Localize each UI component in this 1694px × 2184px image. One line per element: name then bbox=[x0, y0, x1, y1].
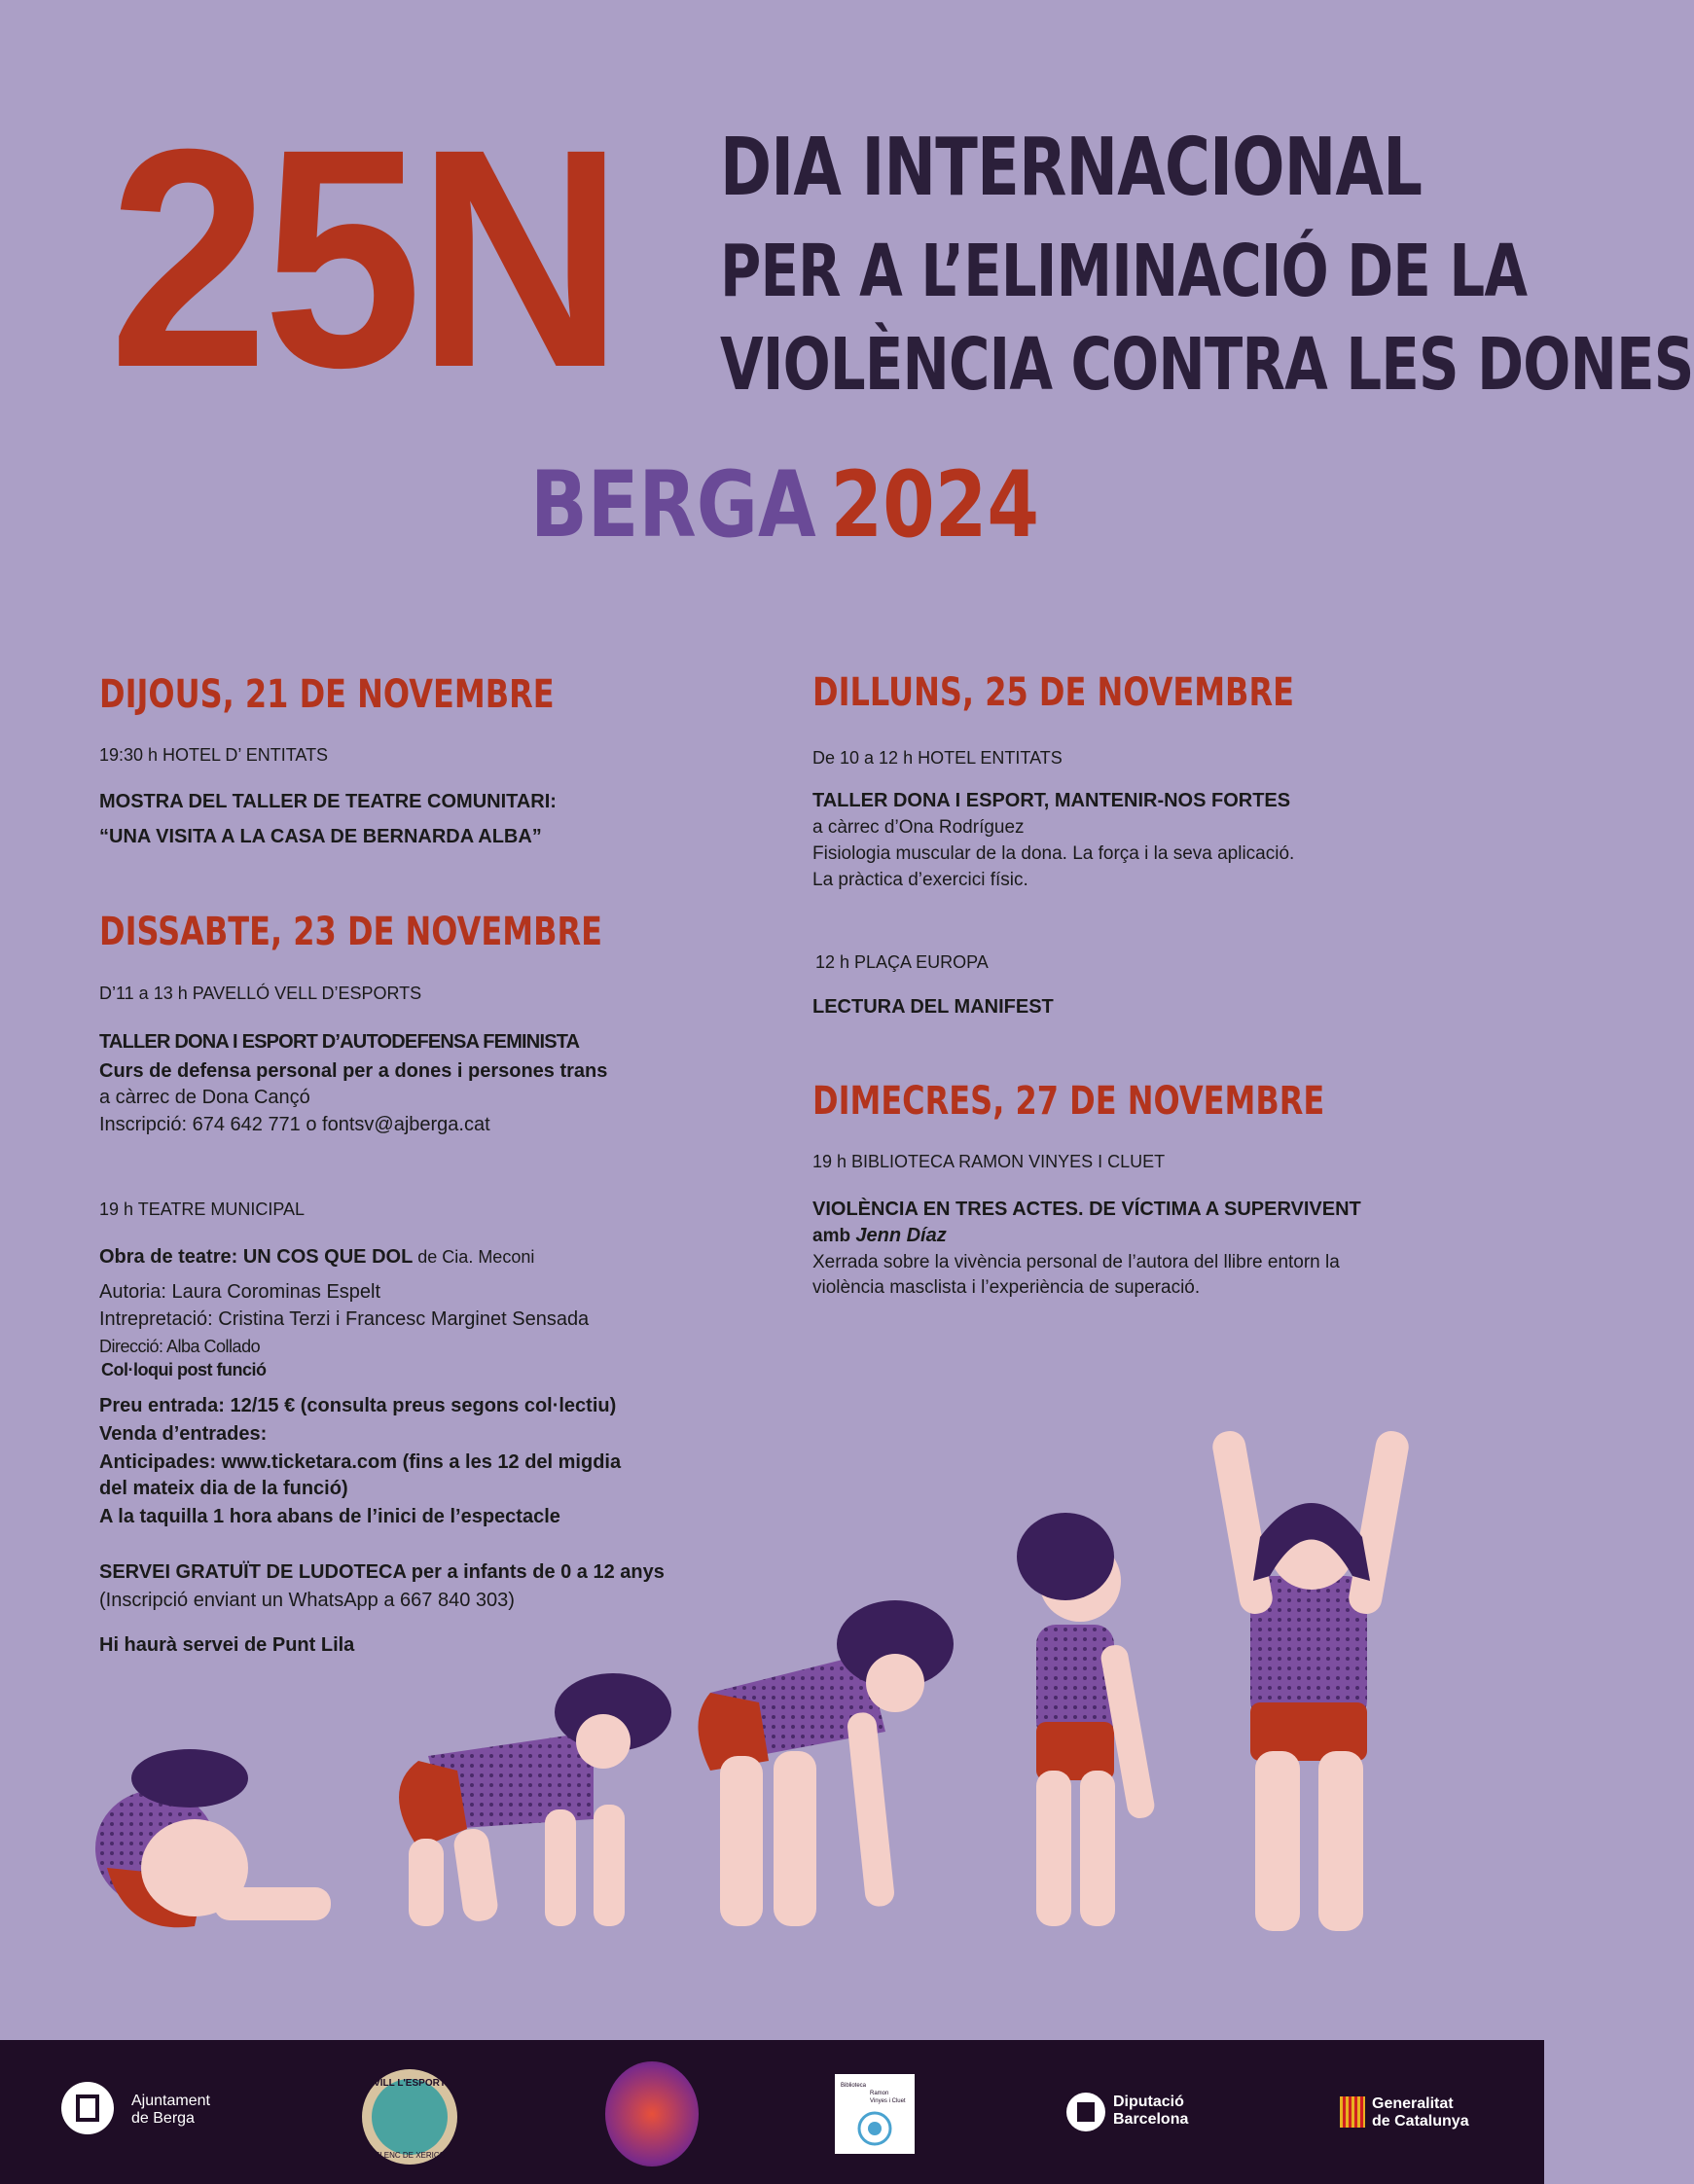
event-time: 12 h PLAÇA EUROPA bbox=[815, 952, 989, 972]
play-company: de Cia. Meconi bbox=[413, 1247, 535, 1267]
guest-prefix: amb bbox=[812, 1226, 856, 1246]
event-speaker: a càrrec d’Ona Rodríguez bbox=[812, 817, 1025, 838]
event-speaker: a càrrec de Dona Cançó bbox=[99, 1087, 310, 1108]
headline-line-3: VIOLÈNCIA CONTRA LES DONES bbox=[720, 323, 1694, 407]
headline-line-2: PER A L’ELIMINACIÓ DE LA bbox=[720, 230, 1528, 313]
logo-ajuntament-text bbox=[131, 2093, 210, 2128]
event-title: TALLER DONA I ESPORT, MANTENIR-NOS FORTES bbox=[812, 790, 1291, 811]
logo-diputacio-text bbox=[1113, 2094, 1188, 2129]
event-title: “UNA VISITA A LA CASA DE BERNARDA ALBA” bbox=[99, 826, 542, 847]
day-heading-wednesday: DIMECRES, 27 DE NOVEMBRE bbox=[812, 1079, 1325, 1124]
play-prefix: Obra de teatre: bbox=[99, 1246, 243, 1268]
big-25n-title: 25N bbox=[109, 84, 619, 432]
play-performers: Intrepretació: Cristina Terzi i Francesc Marginet Sensada bbox=[99, 1308, 590, 1330]
rising-woman-illustration bbox=[88, 1411, 1469, 1955]
figure-arms-raised bbox=[1210, 1428, 1411, 1931]
event-guest bbox=[812, 1223, 947, 1249]
event-time: De 10 a 12 h HOTEL ENTITATS bbox=[812, 748, 1063, 768]
play-line bbox=[99, 1243, 534, 1271]
logo-theatre-group bbox=[605, 2061, 699, 2166]
ticket-advance-2: del mateix dia de la funció) bbox=[99, 1478, 348, 1499]
logo-text: Barcelona bbox=[1113, 2111, 1189, 2128]
event-time: 19 h BIBLIOTECA RAMON VINYES I CLUET bbox=[812, 1152, 1166, 1171]
figure-standing-bent bbox=[1017, 1513, 1156, 1926]
event-description: Xerrada sobre la vivència personal de l’autora del llibre entorn la bbox=[812, 1252, 1340, 1272]
day-heading-monday: DILLUNS, 25 DE NOVEMBRE bbox=[812, 670, 1294, 715]
event-title: LECTURA DEL MANIFEST bbox=[812, 996, 1054, 1018]
figure-crawling bbox=[399, 1673, 671, 1926]
logo-generalitat-text bbox=[1372, 2095, 1469, 2130]
event-description-2: violència masclista i l’experiència de superació. bbox=[812, 1277, 1201, 1298]
logo-text: Biblioteca bbox=[841, 2083, 867, 2089]
logo-text: VILL L'ESPORT bbox=[374, 2078, 446, 2089]
event-title: VIOLÈNCIA EN TRES ACTES. DE VÍCTIMA A SUPERVIVENT bbox=[812, 1199, 1361, 1220]
logo-text: Ramon bbox=[870, 2091, 889, 2096]
guest-name: Jenn Díaz bbox=[855, 1225, 947, 1246]
ticket-sales: Venda d’entrades: bbox=[99, 1423, 268, 1445]
event-time: D’11 a 13 h PAVELLÓ VELL D’ESPORTS bbox=[99, 984, 422, 1003]
logo-text: Vinyes i Cluet bbox=[870, 2098, 906, 2104]
day-heading-thursday: DIJOUS, 21 DE NOVEMBRE bbox=[99, 672, 555, 717]
logo-ajuntament-berga bbox=[58, 2079, 117, 2142]
logo-library bbox=[835, 2074, 915, 2154]
logo-text: Generalitat bbox=[1372, 2095, 1454, 2112]
logo-generalitat bbox=[1340, 2096, 1365, 2132]
city-name: BERGA bbox=[530, 452, 816, 558]
punt-lila-note: Hi haurà servei de Punt Lila bbox=[99, 1634, 355, 1656]
year: 2024 bbox=[830, 452, 1039, 558]
ludoteca-service: SERVEI GRATUÏT DE LUDOTECA per a infants de 0 a 12 anys bbox=[99, 1561, 665, 1583]
logo-text: de Catalunya bbox=[1372, 2113, 1469, 2130]
figure-bending bbox=[699, 1600, 955, 1926]
senyera-icon bbox=[1340, 2096, 1365, 2128]
city-year bbox=[530, 452, 1039, 558]
library-emblem-icon bbox=[846, 2109, 904, 2148]
event-description: Fisiologia muscular de la dona. La força i la seva aplicació. bbox=[812, 843, 1295, 864]
shield-icon bbox=[58, 2079, 117, 2137]
logo-text: de Berga bbox=[131, 2110, 195, 2127]
event-description: Curs de defensa personal per a dones i persones trans bbox=[99, 1060, 608, 1082]
event-title: MOSTRA DEL TALLER DE TEATRE COMUNITARI: bbox=[99, 791, 557, 812]
day-heading-saturday: DISSABTE, 23 DE NOVEMBRE bbox=[99, 910, 602, 954]
play-colloquium: Col·loqui post funció bbox=[101, 1360, 267, 1379]
logo-diputacio bbox=[1064, 2091, 1107, 2138]
logo-viu-esport bbox=[362, 2069, 457, 2165]
sponsor-footer bbox=[0, 2040, 1544, 2184]
event-title: TALLER DONA I ESPORT D’AUTODEFENSA FEMINISTA bbox=[99, 1031, 580, 1053]
play-direction: Direcció: Alba Collado bbox=[99, 1337, 261, 1356]
ticket-price: Preu entrada: 12/15 € (consulta preus segons col·lectiu) bbox=[99, 1395, 617, 1416]
figure-curled bbox=[95, 1749, 331, 1927]
event-inscription: Inscripció: 674 642 771 o fontsv@ajberga.cat bbox=[99, 1114, 490, 1135]
logo-text: Diputació bbox=[1113, 2094, 1184, 2110]
event-time: 19:30 h HOTEL D’ ENTITATS bbox=[99, 745, 329, 765]
ticket-advance: Anticipades: www.ticketara.com (fins a les 12 del migdia bbox=[99, 1451, 622, 1473]
event-description-2: La pràctica d’exercici físic. bbox=[812, 870, 1028, 890]
logo-text: Ajuntament bbox=[131, 2093, 210, 2109]
play-title: UN COS QUE DOL bbox=[242, 1246, 414, 1268]
ludoteca-note: (Inscripció enviant un WhatsApp a 667 840 303) bbox=[99, 1590, 515, 1611]
diputacio-emblem-icon bbox=[1064, 2091, 1107, 2133]
headline-line-1: DIA INTERNACIONAL bbox=[720, 122, 1423, 214]
play-authorship: Autoria: Laura Corominas Espelt bbox=[99, 1281, 381, 1303]
event-time: 19 h TEATRE MUNICIPAL bbox=[99, 1199, 306, 1219]
ticket-box-office: A la taquilla 1 hora abans de l’inici de l’espectacle bbox=[99, 1506, 560, 1527]
logo-text: ELENC DE XERICS bbox=[374, 2151, 446, 2160]
